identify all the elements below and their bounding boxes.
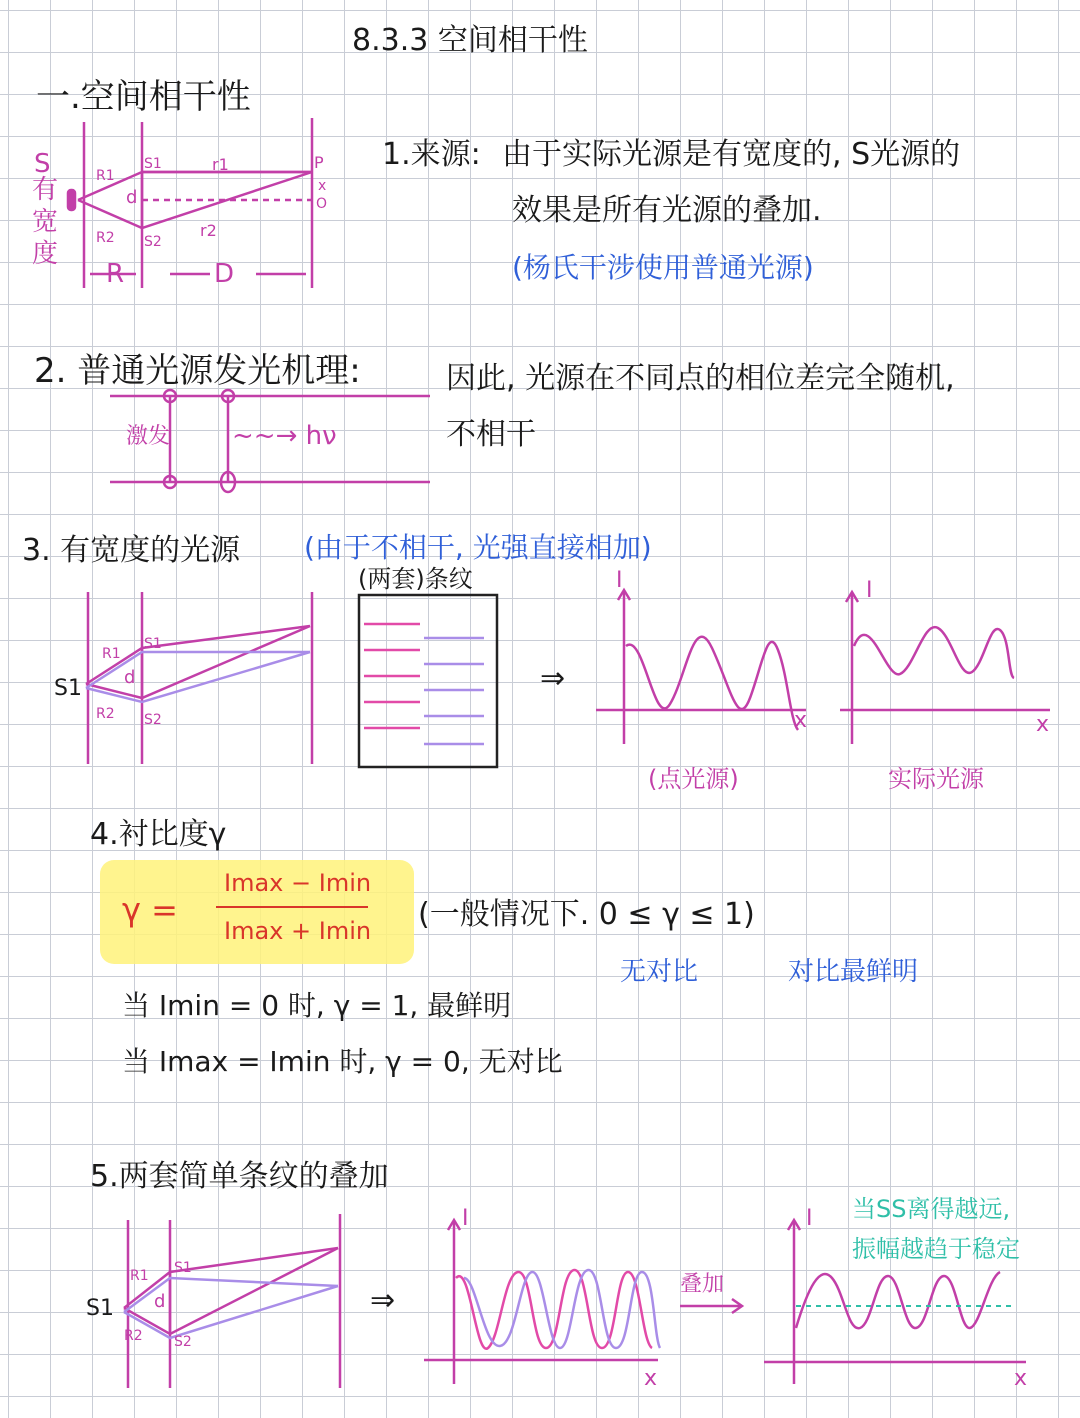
side-label-char-3: 度: [32, 239, 59, 269]
side-label-char-2: 宽: [32, 207, 59, 237]
contrast-condition: (一般情况下. 0 ≤ γ ≤ 1): [418, 897, 755, 932]
fringe-pattern: [358, 594, 500, 770]
r1-label-3: R1: [102, 646, 121, 662]
r2-label-5: R2: [124, 1328, 143, 1344]
source-label: 1.来源:: [382, 137, 481, 172]
s1-label-3: S1: [144, 636, 162, 652]
page-title: 8.3.3 空间相干性: [352, 23, 588, 58]
plot2-y-label: I: [866, 578, 873, 603]
p-label: P: [314, 153, 324, 172]
photon-label: ~~→ hν: [232, 421, 337, 451]
formula-fraction-bar: [216, 906, 368, 908]
plot2-caption: 实际光源: [888, 765, 984, 793]
d-label-3: d: [124, 667, 136, 688]
implies-arrow-5: ⇒: [370, 1283, 396, 1318]
plot1-caption: (点光源): [648, 765, 739, 793]
d-label-5: d: [154, 1291, 166, 1312]
s2-label-3: S2: [144, 712, 162, 728]
max-contrast-note: 对比最鲜明: [788, 957, 919, 987]
R-dimension-label: R: [106, 259, 125, 289]
mechanism-text-line1: 因此, 光源在不同点的相位差完全随机,: [446, 361, 955, 396]
min-contrast-note: 无对比: [620, 957, 699, 987]
section5-heading: 5.两套简单条纹的叠加: [90, 1159, 389, 1194]
source-note: (杨氏干涉使用普通光源): [512, 251, 814, 284]
intensity-plot-real-source: [840, 580, 1060, 750]
section1-heading: 一.空间相干性: [36, 77, 251, 117]
fringe-label: (两套)条纹: [358, 565, 473, 593]
s2-label-5: S2: [174, 1334, 192, 1350]
source-text-line2: 效果是所有光源的叠加.: [512, 193, 822, 228]
plot4-x-label: x: [1014, 1366, 1028, 1391]
double-slit-diagram-5: [90, 1212, 350, 1392]
plot4-y-label: I: [806, 1206, 813, 1231]
r2-label: R2: [96, 230, 115, 246]
formula-numerator: Imax − Imin: [224, 869, 372, 897]
r1-label-5: R1: [130, 1268, 149, 1284]
source-s-label: S: [34, 149, 51, 179]
implies-arrow-3: ⇒: [540, 661, 566, 696]
stack-label: 叠加: [680, 1272, 725, 1297]
s1-source-label: S1: [54, 676, 82, 701]
s1-source-label-5: S1: [86, 1296, 114, 1321]
contrast-case-1: 当 Imin = 0 时, γ = 1, 最鲜明: [122, 989, 512, 1022]
rr2-label: r2: [200, 221, 217, 240]
source-text-line1: 由于实际光源是有宽度的, S光源的: [502, 137, 961, 172]
formula-lhs: γ =: [122, 891, 178, 929]
section3-note: (由于不相干, 光强直接相加): [304, 531, 652, 564]
stack-arrow: [678, 1296, 748, 1316]
double-slit-diagram-1: [20, 110, 360, 300]
o-label: O: [316, 196, 328, 212]
s2-label: S2: [144, 234, 162, 250]
s1-label-5: S1: [174, 1260, 192, 1276]
d-label: d: [126, 187, 138, 208]
formula-denominator: Imax + Imin: [224, 917, 372, 945]
s1-label: S1: [144, 156, 162, 172]
section4-heading: 4.衬比度γ: [90, 817, 227, 852]
superposed-fringe-plot: [424, 1208, 664, 1388]
stability-note-line1: 当SS离得越远,: [852, 1195, 1011, 1223]
plot3-y-label: I: [462, 1206, 469, 1231]
section2-heading: 2. 普通光源发光机理:: [34, 351, 361, 391]
rr1-label: r1: [212, 155, 229, 174]
mechanism-text-line2: 不相干: [446, 417, 536, 452]
section3-heading: 3. 有宽度的光源: [22, 533, 241, 568]
x-label: x: [318, 178, 327, 194]
r1-label: R1: [96, 168, 115, 184]
plot1-x-label: x: [794, 708, 808, 733]
intensity-plot-point-source: [592, 580, 812, 750]
double-slit-diagram-3: [40, 592, 330, 772]
plot2-x-label: x: [1036, 712, 1050, 737]
excite-label: 激发: [126, 424, 171, 449]
stability-note-line2: 振幅越趋于稳定: [852, 1235, 1020, 1263]
side-label-char-1: 有: [32, 175, 59, 205]
plot1-y-label: I: [616, 568, 623, 593]
D-dimension-label: D: [214, 259, 235, 289]
contrast-case-2: 当 Imax = Imin 时, γ = 0, 无对比: [122, 1045, 563, 1078]
r2-label-3: R2: [96, 706, 115, 722]
plot3-x-label: x: [644, 1366, 658, 1391]
